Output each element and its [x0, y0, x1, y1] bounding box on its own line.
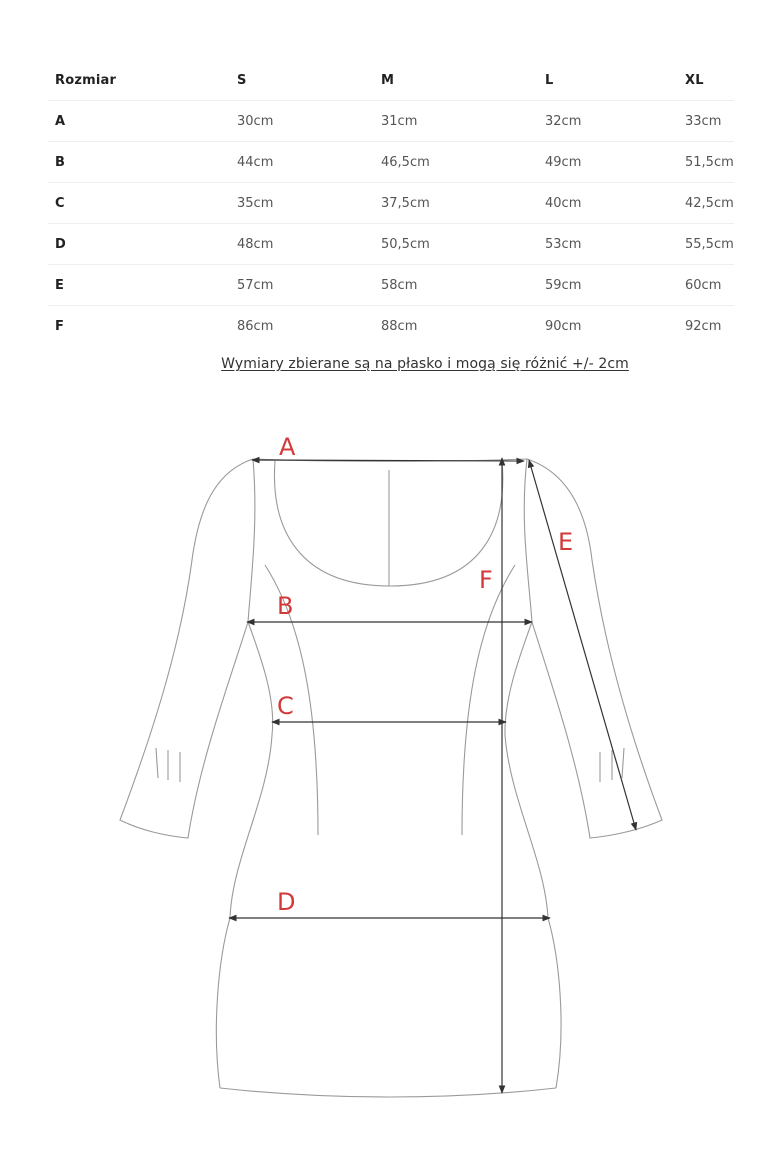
measurement-note: Wymiary zbierane są na płasko i mogą się różnić +/- 2cm	[221, 356, 629, 372]
table-cell: 90cm	[545, 318, 582, 334]
right-side	[505, 459, 561, 1088]
table-cell: 37,5cm	[374, 183, 538, 224]
table-cell: 50,5cm	[374, 224, 538, 265]
table-cell: 31cm	[374, 101, 538, 142]
table-cell: 42,5cm	[678, 183, 734, 224]
table-cell: 35cm	[230, 183, 374, 224]
table-cell: 44cm	[230, 142, 374, 183]
table-cell: 58cm	[374, 265, 538, 306]
row-label: D	[48, 224, 230, 265]
table-cell: 60cm	[678, 265, 734, 306]
table-cell: 40cm	[538, 183, 678, 224]
table-cell: 30cm	[230, 101, 374, 142]
label-f: F	[479, 566, 493, 594]
table-cell: 92cm	[685, 318, 722, 334]
table-cell: 57cm	[230, 265, 374, 306]
left-sleeve	[120, 459, 253, 838]
table-cell: 32cm	[538, 101, 678, 142]
header-size-m: M	[374, 60, 538, 101]
table-cell: 88cm	[381, 318, 418, 334]
table-cell: 33cm	[678, 101, 734, 142]
table-cell: 48cm	[230, 224, 374, 265]
label-c: C	[277, 692, 294, 720]
table-cell: 49cm	[538, 142, 678, 183]
row-label: E	[48, 265, 230, 306]
measurement-lines	[229, 458, 636, 1093]
row-label: F	[55, 318, 64, 334]
table-cell: 53cm	[538, 224, 678, 265]
table-cell: 46,5cm	[374, 142, 538, 183]
row-label: A	[48, 101, 230, 142]
measurement-labels	[277, 433, 573, 916]
header-size-l: L	[538, 60, 678, 101]
label-d: D	[277, 888, 296, 916]
table-cell: 59cm	[538, 265, 678, 306]
left-cuff-stitches	[156, 748, 180, 782]
left-side	[216, 459, 272, 1088]
table-cell: 55,5cm	[678, 224, 734, 265]
hem	[220, 1088, 556, 1097]
header-size-xl: XL	[678, 60, 734, 101]
table-cell: 86cm	[237, 318, 274, 334]
label-b: B	[277, 592, 294, 620]
row-label: C	[48, 183, 230, 224]
right-sleeve	[527, 459, 662, 838]
label-a: A	[279, 433, 296, 461]
table-cell: 51,5cm	[678, 142, 734, 183]
right-princess-seam	[462, 565, 515, 835]
label-e: E	[558, 528, 574, 556]
measure-line-e	[529, 460, 636, 830]
dress-outline	[120, 459, 662, 1097]
header-size-s: S	[230, 60, 374, 101]
row-label: B	[48, 142, 230, 183]
header-rozmiar: Rozmiar	[48, 60, 230, 101]
